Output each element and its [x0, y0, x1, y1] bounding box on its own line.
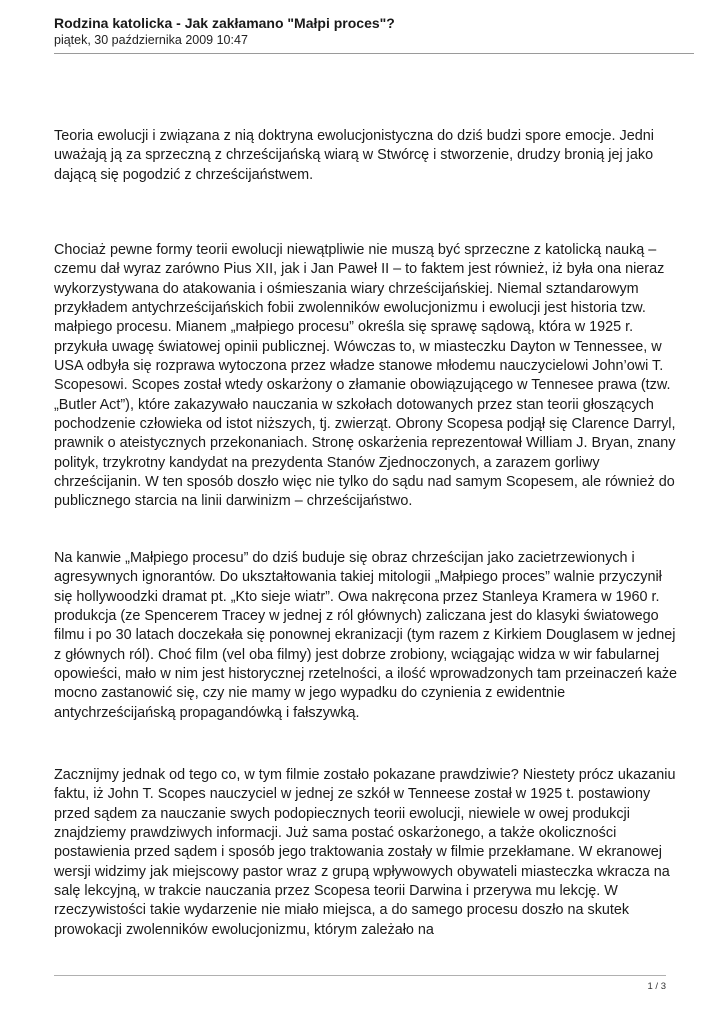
- paragraph-1: Teoria ewolucji i związana z nią doktryna ewolucjonistyczna do dziś budzi spore emocje. Jedni uważają ją za sprzeczną z chrześcijańską wiarą w Stwórcę i stworzenie, drudzy bronią jej jako dającą się pogodzić z chrześcijaństwem.: [54, 128, 654, 183]
- paragraph-3: Na kanwie „Małpiego procesu” do dziś buduje się obraz chrześcijan jako zacietrzewionych i agresywnych ignorantów. Do ukształtowania takiej mitologii „Małpiego proces” walnie przyczynił się hollywoodzki dramat pt. „Kto sieje wiatr”. Owa nakręcona przez Stanleya Kramera w 1960 r. produkcja (ze Spencerem Tracey w jednej z ról głównych) zaliczana jest do klasyki światowego filmu i po 30 latach doczekała się ponownej ekranizacji (tym razem z Kirkiem Douglasem w jednej z głównych ról). Choć film (vel oba filmy) jest dobrze zrobiony, wciągając widza w wir fabularnej opowieści, mało w nim jest historycznej rzetelności, a ilość wprowadzonych tam przeinaczeń każe mocno zastanowić się, czy nie mamy w jego wypadku do czynienia z ewidentnie antychrześcijańską propagandówką i fałszywką.: [54, 550, 678, 721]
- paragraph-4: Zacznijmy jednak od tego co, w tym filmie zostało pokazane prawdziwie? Niestety prócz ukazaniu faktu, iż John T. Scopes nauczyciel w jednej ze szkół w Tenneese został w 1925 t. postawiony przed sądem za nauczanie swych podopiecznych teorii ewolucji, niewiele w owej produkcji znajdziemy prawdziwych informacji. Już sama postać oskarżonego, a także okoliczności postawienia przed sądem i sposób jego traktowania zostały w filmie przekłamane. W ekranowej wersji widzimy jak miejscowy pastor wraz z grupą wpływowych obywateli miasteczka wkracza na salę lekcyjną, w trakcie nauczania przez Scopesa teorii Darwina i przerywa mu lekcję. W rzeczywistości takie wydarzenie nie miało miejsca, a do samego procesu doszło na skutek prowokacji zwolenników ewolucjonizmu, którym zależało na: [54, 767, 676, 938]
- page-number: 1 / 3: [647, 981, 666, 992]
- page-footer: [54, 975, 666, 994]
- paragraph-2: Chociaż pewne formy teorii ewolucji niewątpliwie nie muszą być sprzeczne z katolicką nauką – czemu dał wyraz zarówno Pius XII, jak i Jan Paweł II – to faktem jest również, iż była ona nieraz wykorzystywana do atakowania i ośmieszania wiary chrześcijańskiej. Niemal sztandarowym przykładem antychrześcijańskich fobii zwolenników ewolucjonizmu i ewolucji jest historia tzw. małpiego procesu. Mianem „małpiego procesu” określa się sprawę sądową, która w 1925 r. przykuła uwagę światowej opinii publicznej. Wówczas to, w miasteczku Dayton w Tennessee, w USA odbyła się rozprawa wytoczona przez władze stanowe młodemu nauczycielowi John’owi T. Scopesowi. Scopes został wtedy oskarżony o złamanie obowiązującego w Tennesee prawa (tzw. „Butler Act”), które zakazywało nauczania w szkołach dotowanych przez stan teorii głoszących pochodzenie człowieka od istot niższych, tj. zwierząt. Obrony Scopesa podjął się Clarence Darryl, prawnik o ateistycznych przekonaniach. Stronę oskarżenia reprezentował William J. Bryan, znany polityk, trzykrotny kandydat na prezydenta Stanów Zjednoczonych, a zarazem gorliwy chrześcijanin. W ten sposób doszło więc nie tylko do sądu nad samym Scopesem, ale również do publicznego starcia na linii darwinizm – chrześcijaństwo.: [54, 242, 676, 510]
- publication-date: piątek, 30 października 2009 10:47: [54, 33, 248, 47]
- document-title: Rodzina katolicka - Jak zakłamano "Małpi proces"?: [54, 15, 395, 31]
- document-header: [54, 15, 694, 54]
